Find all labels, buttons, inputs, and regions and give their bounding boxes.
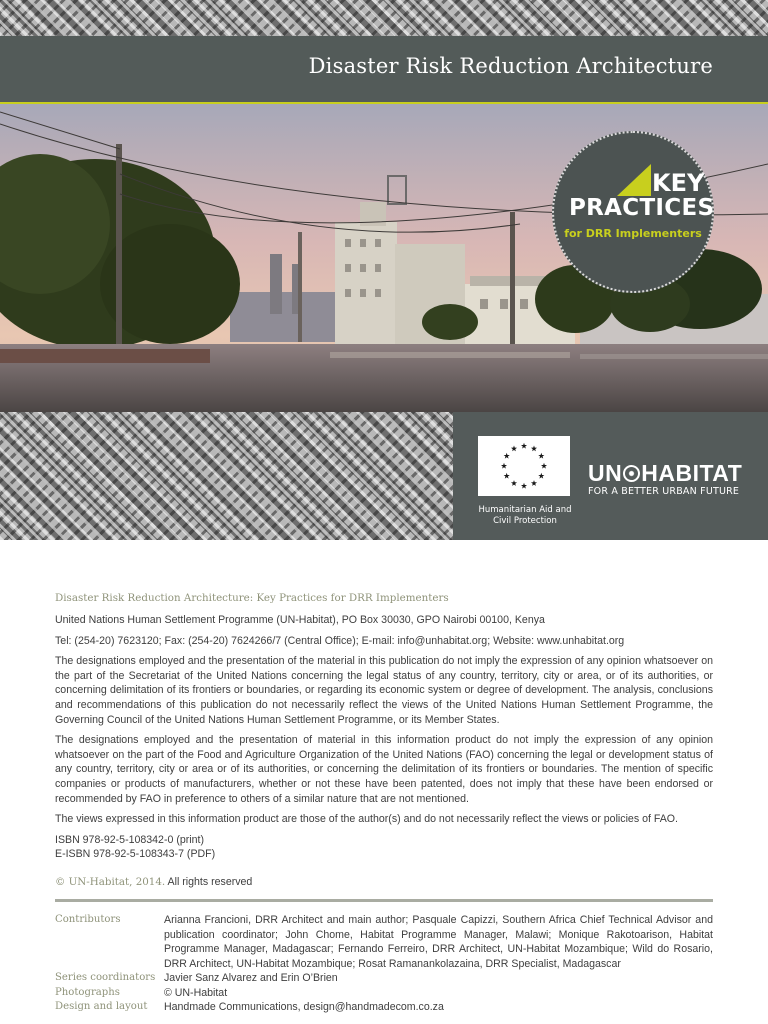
credit-label: Photographs [55,986,120,998]
publication-title: Disaster Risk Reduction Architecture: Key Practices for DRR Implementers [55,592,449,604]
isbn-print: ISBN 978-92-5-108342-0 (print) [55,833,204,846]
credit-value: © UN-Habitat [164,986,228,999]
eu-star-icon [531,480,537,486]
badge-practices-text: PRACTICES [569,195,715,221]
copyright-suffix: All rights reserved [165,875,253,888]
eu-star-icon [511,480,517,486]
unhabitat-logo-un: UN [588,460,623,486]
credit-row [55,971,713,986]
credit-row [55,913,713,971]
unhabitat-disclaimer: The designations employed and the presentation of the material in this publication do not imply the expression of any opinion whatsoever on the part of the Secretariat of the United Nations concerning the legal status of any country, territory, city or area, or of its authorities, or concerning delimitation of its frontiers or boundaries, or regarding its economic system or degree of development. The analysis, conclusions and recommendations of this publication do not necessarily reflect the views of the United Nations Human Settlement Programme, the Governing Council of the United Nations Human Settlement Programme, or its Member States. [55,655,713,726]
imprint-section [55,592,713,1015]
isbn-block [55,833,713,862]
fao-disclaimer: The designations employed and the presentation of material in this information product do not imply the expression of any opinion whatsoever on the part of the Food and Agriculture Organization of the United Nations (FAO) concerning the legal or development status of any country, territory, city or area or of its authorities, or concerning the delimitation of its frontiers or boundaries. The mention of specific companies or products of manufacturers, whether or not these have been patented, does not imply that these have been endorsed or recommended by FAO in preference to others of a similar nature that are not mentioned. [55,734,713,805]
copyright-prefix: © UN-Habitat, 2014. [55,875,166,888]
credit-value: Javier Sanz Alvarez and Erin O’Brien [164,972,338,985]
eu-star-icon [521,443,527,449]
isbn-pdf: E-ISBN 978-92-5-108343-7 (PDF) [55,848,216,861]
credit-label: Series coordinators [55,972,156,984]
eu-star-icon [538,453,544,459]
eu-star-icon [504,453,510,459]
unhabitat-logo-habitat: HABITAT [641,460,743,486]
woven-texture-bottom [0,412,453,540]
views-statement: The views expressed in this information product are those of the author(s) and do not necessarily reflect the views or policies of FAO. [55,813,678,826]
eu-flag-icon [478,436,570,496]
credit-row [55,1000,713,1015]
contact-info: Tel: (254-20) 7623120; Fax: (254-20) 7624266/7 (Central Office); E-mail: info@unhabitat.org; Website: www.unhabitat.org [55,634,625,647]
eu-star-icon [511,445,517,451]
globe-icon [623,465,640,482]
eu-star-icon [531,445,537,451]
unhabitat-logo [588,462,742,485]
eu-caption: Humanitarian Aid and Civil Protection [478,505,572,526]
key-practices-badge [552,131,714,293]
credit-label: Contributors [55,913,121,925]
badge-triangle-icon [617,164,651,196]
eu-star-icon [501,463,507,469]
partner-logos-panel [453,412,768,540]
credit-row [55,986,713,1001]
divider-rule [55,899,713,902]
credit-value: Arianna Francioni, DRR Architect and main author; Pasquale Capizzi, Southern Africa Chief Technical Advisor and publication coordinator; John Chome, Habitat Programme Manager, Malawi; Monique Rakotoarison, Habitat Programme Manager, Madagascar; Fernando Ferreiro, DRR Architect, UN-Habitat Mozambique; Wild do Rosario, DRR Architect, UN-Habitat Mozambique; Rosat Ramanankolazaina, DRR Specialist, Madagascar [164,913,713,970]
publisher-address: United Nations Human Settlement Programme (UN-Habitat), PO Box 30030, GPO Nairobi 00100, Kenya [55,614,545,626]
badge-key-text: KEY [652,169,705,197]
title-band [0,36,768,104]
credit-value: Handmade Communications, design@handmadecom.co.za [164,1001,444,1014]
eu-star-icon [504,473,510,479]
eu-star-icon [541,463,547,469]
unhabitat-tagline: FOR A BETTER URBAN FUTURE [588,486,740,497]
cover-title: Disaster Risk Reduction Architecture [308,54,713,78]
badge-subtitle: for DRR Implementers [564,227,702,240]
credit-label: Design and layout [55,1001,148,1013]
eu-star-icon [521,483,527,489]
eu-star-icon [538,473,544,479]
copyright-line [55,876,713,888]
woven-texture-top [0,0,768,36]
